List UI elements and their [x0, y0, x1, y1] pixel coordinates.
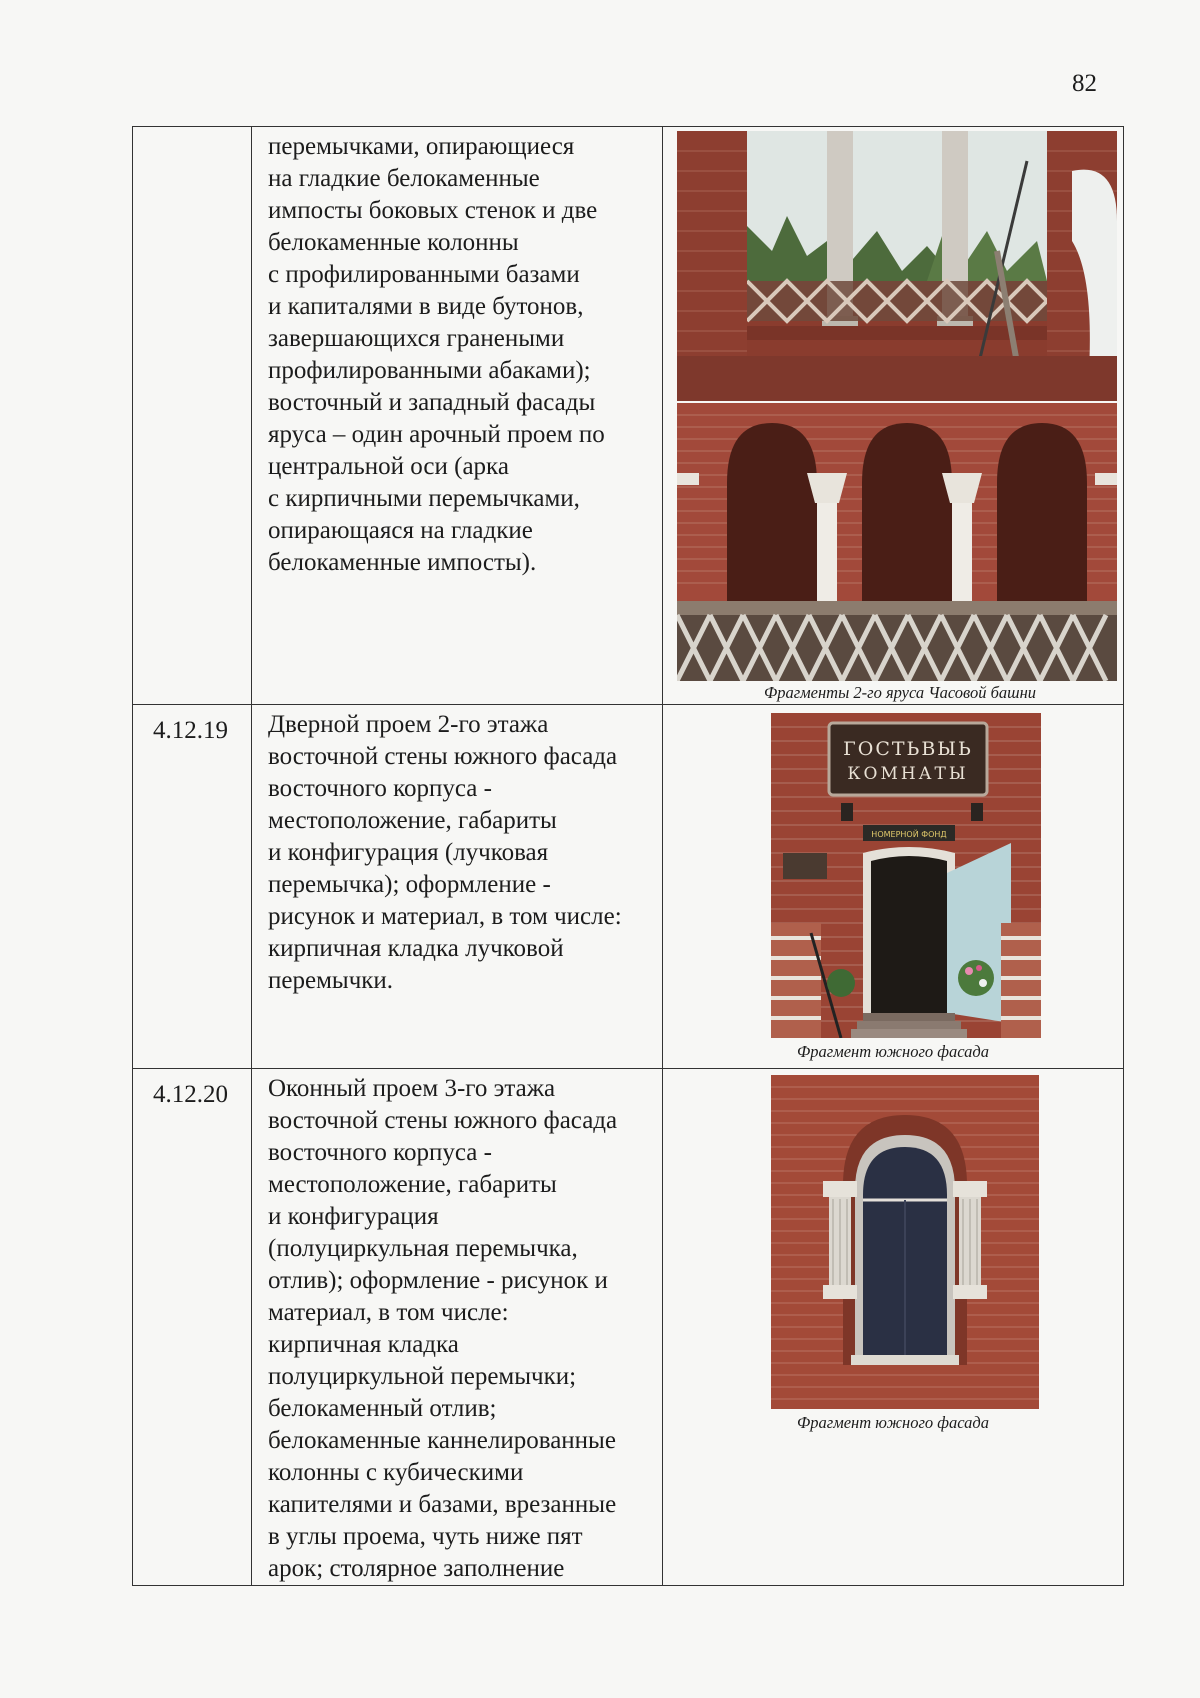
- photo-cell: [663, 127, 1124, 705]
- heritage-register-table: [132, 126, 1124, 1586]
- photo-window-opening: [771, 1075, 1039, 1409]
- table-row: [133, 705, 1124, 1069]
- row-description: Оконный проем 3-го этажа восточной стены южного фасада восточного корпуса - местоположение, габариты и конфигурация (полуциркульная перемычка, отлив); оформление - рисунок и материал, в том числе: кирпичная кладка полуциркульной перемычки; белокаменный отлив; белокаменные каннелированные колонны с кубическими капителями и базами, врезанные в углы проема, чуть ниже пят арок; столярное заполнение: [268, 1075, 618, 1582]
- row-number: [133, 127, 251, 137]
- row-description: Дверной проем 2-го этажа восточной стены южного фасада восточного корпуса - местоположение, габариты и конфигурация (лучковая перемычка); оформление - рисунок и материал, в том числе: кирпичная кладка лучковой перемычки.: [268, 711, 622, 994]
- sign-text-line1: ГОСТЬВЫЬ: [843, 738, 973, 760]
- photo-cell: [663, 1069, 1124, 1586]
- photo-tower-loggia: [677, 131, 1117, 401]
- plaque-text: НОМЕРНОЙ ФОНД: [871, 830, 947, 839]
- row-number-cell: [133, 705, 252, 1069]
- row-number: 4.12.20: [153, 1081, 228, 1108]
- photo-caption: Фрагмент южного фасада: [796, 1042, 989, 1061]
- row-number-cell: [133, 127, 252, 705]
- description-cell: [252, 1069, 663, 1586]
- sign-text-line2: КОМНАТЫ: [847, 764, 969, 784]
- table-row: [133, 127, 1124, 705]
- photo-tower-arcade: [677, 403, 1117, 681]
- photo-cell: [663, 705, 1124, 1069]
- table-row: [133, 1069, 1124, 1586]
- row-description: перемычками, опирающиеся на гладкие белокаменные импосты боковых стенок и две белокаменные колонны с профилированными базами и капиталями в виде бутонов, завершающихся гранеными профилированными абаками); восточный и западный фасады яруса – один арочный проем по центральной оси (арка с кирпичными перемычками, опирающаяся на гладкие белокаменные импосты).: [268, 133, 605, 576]
- row-number: 4.12.19: [153, 717, 228, 744]
- photo-caption: Фрагменты 2-го яруса Часовой башни: [763, 683, 1037, 702]
- page-number: 82: [1072, 70, 1097, 97]
- description-cell: [252, 127, 663, 705]
- photo-door-opening: [771, 713, 1041, 1038]
- photo-caption: Фрагмент южного фасада: [796, 1413, 989, 1432]
- description-cell: [252, 705, 663, 1069]
- row-number-cell: [133, 1069, 252, 1586]
